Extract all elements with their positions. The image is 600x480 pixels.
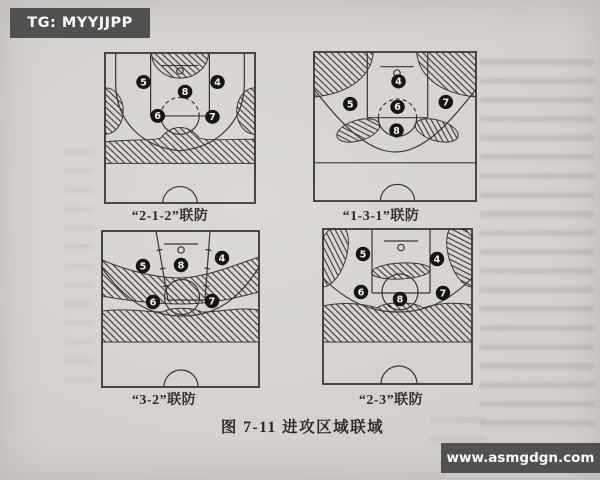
svg-text:8: 8 <box>177 260 185 272</box>
court-diagram-3-2 <box>101 230 260 388</box>
player-marker-6 <box>150 109 165 123</box>
figure-caption: 图 7-11 进攻区域联域 <box>220 419 385 436</box>
svg-text:5: 5 <box>346 99 354 111</box>
svg-text:6: 6 <box>149 297 157 309</box>
player-marker-8 <box>389 123 403 137</box>
center-circle-half <box>164 370 198 387</box>
hatched-zone-right-low <box>412 114 461 146</box>
label-2-1-2: “2-1-2”联防 <box>131 209 209 224</box>
page-bleed-through-right <box>480 50 594 436</box>
hatched-zone-right-wing <box>237 88 256 134</box>
player-marker-5 <box>136 259 150 273</box>
player-marker-6 <box>146 295 160 309</box>
svg-text:4: 4 <box>395 76 402 88</box>
players-2-1-2 <box>136 75 225 124</box>
watermark-bottom-right: www.asmgdgn.com <box>441 443 600 473</box>
player-marker-8 <box>178 85 193 99</box>
svg-text:6: 6 <box>357 287 365 299</box>
player-marker-7 <box>439 95 453 109</box>
lane-key <box>372 229 430 293</box>
hatched-zone-left-low <box>334 114 383 146</box>
hatched-zone-lower-band <box>102 308 259 342</box>
player-marker-4 <box>215 251 229 265</box>
player-marker-5 <box>136 75 151 89</box>
svg-text:6: 6 <box>154 111 162 123</box>
hatched-zone-band <box>105 128 255 164</box>
basket-icon <box>164 244 198 253</box>
svg-text:7: 7 <box>439 288 447 300</box>
svg-text:6: 6 <box>394 102 401 114</box>
svg-text:4: 4 <box>218 253 226 265</box>
player-marker-7 <box>205 294 219 308</box>
hatched-zone-left-wing <box>104 88 123 134</box>
svg-text:7: 7 <box>209 112 216 124</box>
player-marker-7 <box>436 286 450 300</box>
player-marker-6 <box>390 100 404 114</box>
center-circle-half <box>381 366 417 384</box>
hatched-zone-lower-band <box>323 303 472 342</box>
center-circle-half <box>163 187 197 203</box>
label-2-3: “2-3”联防 <box>358 393 424 408</box>
court-diagram-1-3-1 <box>313 51 477 203</box>
hatched-zone-free-throw <box>371 261 431 280</box>
svg-text:4: 4 <box>433 254 441 266</box>
label-1-3-1: “1-3-1”联防 <box>342 209 420 224</box>
svg-text:5: 5 <box>140 77 147 89</box>
svg-text:5: 5 <box>139 261 147 273</box>
player-marker-4 <box>430 252 444 266</box>
player-marker-5 <box>356 247 370 261</box>
player-marker-4 <box>210 75 225 89</box>
center-circle-half <box>380 184 414 201</box>
player-marker-8 <box>174 258 188 272</box>
page-bleed-through-caption-side <box>430 408 486 442</box>
label-3-2: “3-2”联防 <box>131 393 197 408</box>
watermark-top-left: TG: MYYJJPP <box>10 8 150 38</box>
court-diagram-2-3 <box>322 228 473 385</box>
court-diagram-2-1-2 <box>104 52 256 204</box>
basket-icon <box>384 241 418 251</box>
player-marker-4 <box>391 74 405 88</box>
svg-text:8: 8 <box>396 294 404 306</box>
hatched-zone-left-corner <box>314 52 373 97</box>
svg-text:5: 5 <box>359 249 367 261</box>
page-bleed-through-left <box>64 140 94 390</box>
player-marker-5 <box>343 97 357 111</box>
hatched-zone-right-corner <box>417 52 476 97</box>
player-marker-6 <box>354 285 368 299</box>
svg-text:8: 8 <box>393 125 400 137</box>
player-marker-7 <box>205 110 220 124</box>
svg-text:7: 7 <box>208 296 216 308</box>
player-marker-8 <box>393 292 407 306</box>
svg-text:8: 8 <box>181 87 189 98</box>
svg-text:7: 7 <box>442 97 450 109</box>
svg-text:4: 4 <box>214 77 221 89</box>
